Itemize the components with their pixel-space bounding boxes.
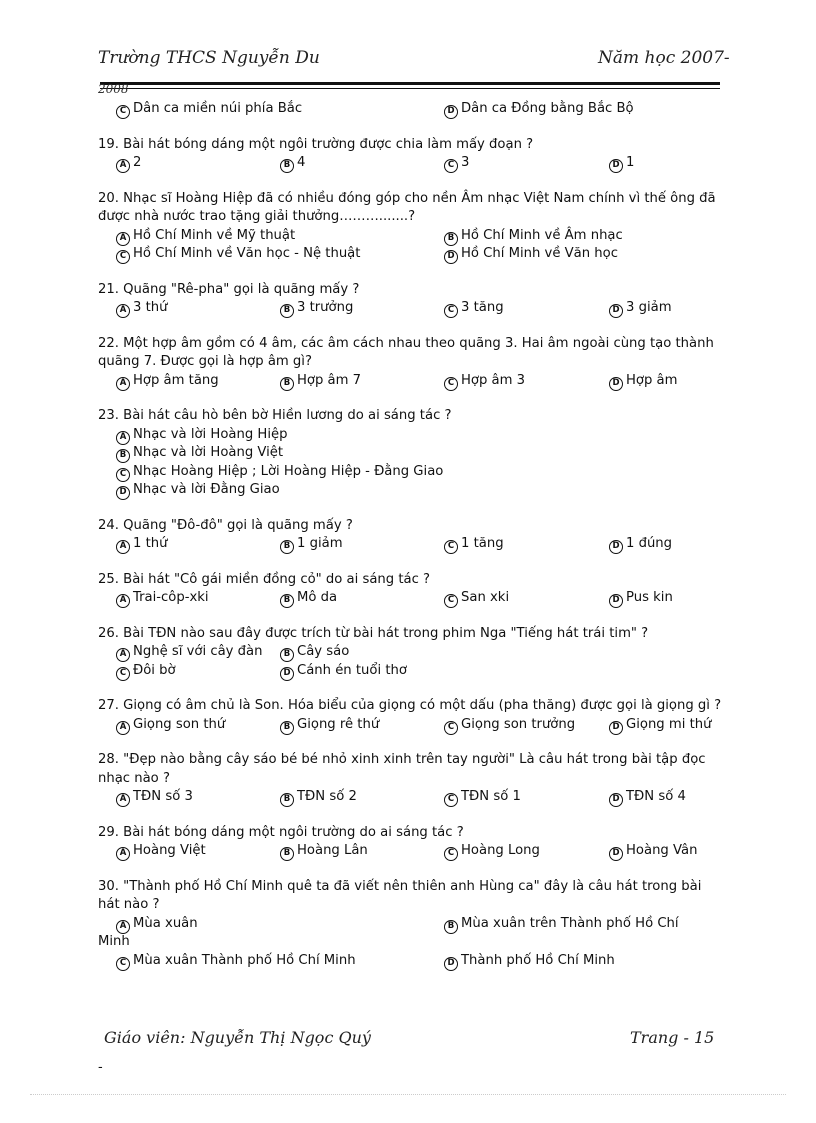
- option-a-icon: A: [116, 721, 130, 735]
- option-c[interactable]: C Đôi bờ: [116, 662, 176, 681]
- option-c-icon: C: [444, 159, 458, 173]
- question-24: [98, 517, 723, 554]
- option-a-icon: A: [116, 648, 130, 662]
- option-b[interactable]: B Hợp âm 7: [280, 372, 361, 391]
- option-a[interactable]: A Nghệ sĩ với cây đàn: [116, 643, 263, 662]
- option-d[interactable]: D 1 đúng: [609, 535, 672, 554]
- option-d[interactable]: D Hợp âm: [609, 372, 677, 391]
- option-d-icon: D: [280, 667, 294, 681]
- option-b[interactable]: B Hồ Chí Minh về Âm nhạc: [444, 227, 623, 246]
- option-a-icon: A: [116, 594, 130, 608]
- option-row: [98, 662, 723, 681]
- question-leading: [98, 100, 723, 119]
- question-stem: 29. Bài hát bóng dáng một ngôi trường do ai sáng tác ?: [98, 824, 464, 840]
- question-stem: 25. Bài hát "Cô gái miền đồng cỏ" do ai sáng tác ?: [98, 571, 431, 587]
- option-a[interactable]: A Nhạc và lời Hoàng Hiệp: [116, 426, 723, 445]
- question-stem: 19. Bài hát bóng dáng một ngôi trường được chia làm mấy đoạn ?: [98, 136, 534, 152]
- question-26: [98, 625, 723, 681]
- option-c[interactable]: C Hồ Chí Minh về Văn học - Nệ thuật: [116, 245, 360, 264]
- question-stem: 27. Giọng có âm chủ là Son. Hóa biểu của giọng có một dấu (pha thăng) được gọi là giọng gì ?: [98, 698, 722, 713]
- option-b[interactable]: B Mùa xuân trên Thành phố Hồ Chí: [444, 915, 679, 934]
- question-list: [98, 100, 723, 987]
- option-a[interactable]: A Mùa xuân: [116, 915, 198, 934]
- option-d-icon: D: [609, 304, 623, 318]
- option-b-icon: B: [280, 847, 294, 861]
- option-c-icon: C: [116, 250, 130, 264]
- option-d-icon: D: [609, 721, 623, 735]
- option-d-icon: D: [444, 250, 458, 264]
- option-c[interactable]: C TĐN số 1: [444, 788, 521, 807]
- header-rule-thick: [100, 82, 720, 85]
- option-row: [98, 842, 723, 861]
- option-d[interactable]: D Nhạc và lời Đằng Giao: [116, 481, 723, 500]
- option-a[interactable]: A 1 thứ: [116, 535, 167, 554]
- option-row: [98, 535, 723, 554]
- option-a[interactable]: A Hồ Chí Minh về Mỹ thuật: [116, 227, 295, 246]
- option-c-icon: C: [444, 304, 458, 318]
- option-row: [98, 100, 723, 119]
- option-a[interactable]: A 3 thứ: [116, 299, 167, 318]
- option-b-icon: B: [280, 594, 294, 608]
- option-c[interactable]: C Hợp âm 3: [444, 372, 525, 391]
- option-row: [98, 372, 723, 391]
- option-wrap-row: [98, 933, 723, 952]
- option-b[interactable]: B 1 giảm: [280, 535, 343, 554]
- question-28: [98, 751, 723, 807]
- option-c[interactable]: C Giọng son trưởng: [444, 716, 575, 735]
- option-d[interactable]: D 1: [609, 154, 634, 173]
- question-stem: 23. Bài hát câu hò bên bờ Hiền lương do ai sáng tác ?: [98, 408, 452, 423]
- option-a-icon: A: [116, 431, 130, 445]
- question-stem: 30. "Thành phố Hồ Chí Minh quê ta đã viết nên thiên anh Hùng ca" đây là câu hát trong bài hát nào ?: [98, 878, 702, 912]
- option-a-icon: A: [116, 847, 130, 861]
- option-c[interactable]: C Hoàng Long: [444, 842, 540, 861]
- option-a-icon: A: [116, 304, 130, 318]
- option-a[interactable]: A Trai-côp-xki: [116, 589, 209, 608]
- option-row: [98, 589, 723, 608]
- option-d[interactable]: D Cánh én tuổi thơ: [280, 662, 407, 681]
- option-row: [98, 915, 723, 934]
- option-c[interactable]: C Nhạc Hoàng Hiệp ; Lời Hoàng Hiệp - Đằng Giao: [116, 463, 723, 482]
- option-c-icon: C: [444, 594, 458, 608]
- option-c[interactable]: C 3 tăng: [444, 299, 504, 318]
- option-row: [98, 154, 723, 173]
- option-c-icon: C: [444, 721, 458, 735]
- option-b[interactable]: B 4: [280, 154, 305, 173]
- option-d[interactable]: D Giọng mi thứ: [609, 716, 711, 735]
- option-row: [98, 788, 723, 807]
- option-b[interactable]: B Hoàng Lân: [280, 842, 368, 861]
- option-c-icon: C: [444, 793, 458, 807]
- option-b[interactable]: B Nhạc và lời Hoàng Việt: [116, 444, 723, 463]
- footer-dash: -: [98, 1060, 103, 1075]
- footer-page-number: Trang - 15: [630, 1028, 715, 1047]
- question-19: [98, 136, 723, 173]
- question-27: [98, 697, 723, 734]
- option-b-icon: B: [280, 159, 294, 173]
- option-b-icon: B: [444, 920, 458, 934]
- option-d[interactable]: D Hoàng Vân: [609, 842, 697, 861]
- option-b[interactable]: B Mô da: [280, 589, 337, 608]
- option-c-icon: C: [116, 468, 130, 482]
- option-d[interactable]: D Thành phố Hồ Chí Minh: [444, 952, 615, 971]
- option-d-icon: D: [116, 486, 130, 500]
- option-c[interactable]: C Dân ca miền núi phía Bắc: [116, 100, 302, 119]
- option-row: [98, 227, 723, 246]
- option-d[interactable]: D TĐN số 4: [609, 788, 686, 807]
- question-stem: 24. Quãng "Đô-đô" gọi là quãng mấy ?: [98, 517, 353, 533]
- page-bottom-divider: [30, 1094, 786, 1095]
- option-a[interactable]: A Hoàng Việt: [116, 842, 206, 861]
- option-b-icon: B: [280, 540, 294, 554]
- question-25: [98, 571, 723, 608]
- question-stem: 28. "Đẹp nào bằng cây sáo bé bé nhỏ xinh xinh trên tay người" Là câu hát trong bài tập đọc nhạc nào ?: [98, 752, 706, 786]
- option-d[interactable]: D Dân ca Đồng bằng Bắc Bộ: [444, 100, 634, 119]
- question-20: [98, 190, 723, 264]
- option-c-icon: C: [444, 377, 458, 391]
- option-d[interactable]: D Hồ Chí Minh về Văn học: [444, 245, 618, 264]
- option-d-icon: D: [609, 594, 623, 608]
- option-b-icon: B: [280, 721, 294, 735]
- option-b-icon: B: [280, 648, 294, 662]
- option-a-icon: A: [116, 159, 130, 173]
- option-a-icon: A: [116, 920, 130, 934]
- question-stem: 20. Nhạc sĩ Hoàng Hiệp đã có nhiều đóng góp cho nền Âm nhạc Việt Nam chính vì thế ông đã được nhà nước trao tặng giải thưởng……….......?: [98, 190, 716, 224]
- header-rule-thin: [100, 88, 720, 89]
- option-d-icon: D: [444, 105, 458, 119]
- question-29: [98, 824, 723, 861]
- option-a-icon: A: [116, 793, 130, 807]
- option-c[interactable]: C San xki: [444, 589, 509, 608]
- option-b[interactable]: B Giọng rê thứ: [280, 716, 379, 735]
- header-year: Năm học 2007-: [598, 48, 730, 68]
- header-year-continuation: 2008: [98, 82, 129, 96]
- option-row: [98, 952, 723, 971]
- option-d[interactable]: D Pus kin: [609, 589, 673, 608]
- question-stem: 26. Bài TĐN nào sau đây được trích từ bài hát trong phim Nga "Tiếng hát trái tim" ?: [98, 625, 649, 641]
- option-c-icon: C: [116, 667, 130, 681]
- option-d-icon: D: [609, 377, 623, 391]
- option-c-icon: C: [444, 540, 458, 554]
- option-b-icon: B: [444, 232, 458, 246]
- option-a-icon: A: [116, 540, 130, 554]
- option-a[interactable]: A Hợp âm tăng: [116, 372, 219, 391]
- option-b-wrap-text: Minh: [98, 934, 130, 949]
- option-c-icon: C: [116, 957, 130, 971]
- option-a-icon: A: [116, 377, 130, 391]
- question-30: [98, 878, 723, 971]
- option-b[interactable]: B Cây sáo: [280, 643, 349, 662]
- option-c[interactable]: C 1 tăng: [444, 535, 504, 554]
- question-23: [98, 407, 723, 500]
- option-c[interactable]: C 3: [444, 154, 469, 173]
- option-a[interactable]: A Giọng son thứ: [116, 716, 225, 735]
- option-stack: [98, 426, 723, 500]
- option-d-icon: D: [609, 847, 623, 861]
- option-d-icon: D: [609, 793, 623, 807]
- option-b[interactable]: B TĐN số 2: [280, 788, 357, 807]
- question-stem: 22. Một hợp âm gồm có 4 âm, các âm cách nhau theo quãng 3. Hai âm ngoài cùng tạo thành quãng 7. Được gọi là hợp âm gì?: [98, 335, 714, 369]
- option-c[interactable]: C Mùa xuân Thành phố Hồ Chí Minh: [116, 952, 356, 971]
- option-row: [98, 716, 723, 735]
- footer-teacher: Giáo viên: Nguyễn Thị Ngọc Quý: [104, 1028, 371, 1047]
- option-b-icon: B: [280, 377, 294, 391]
- question-22: [98, 335, 723, 391]
- option-row: [98, 245, 723, 264]
- option-c-icon: C: [116, 105, 130, 119]
- question-21: [98, 281, 723, 318]
- option-a-icon: A: [116, 232, 130, 246]
- option-d-icon: D: [609, 540, 623, 554]
- option-b-icon: B: [280, 793, 294, 807]
- option-a[interactable]: A TĐN số 3: [116, 788, 193, 807]
- option-d-icon: D: [609, 159, 623, 173]
- option-c-icon: C: [444, 847, 458, 861]
- option-b[interactable]: B 3 trưởng: [280, 299, 353, 318]
- header-school: Trường THCS Nguyễn Du: [98, 48, 320, 68]
- option-a[interactable]: A 2: [116, 154, 141, 173]
- option-d[interactable]: D 3 giảm: [609, 299, 672, 318]
- option-b-icon: B: [280, 304, 294, 318]
- option-d-icon: D: [444, 957, 458, 971]
- option-row: [98, 299, 723, 318]
- question-stem: 21. Quãng "Rê-pha" gọi là quãng mấy ?: [98, 281, 360, 297]
- option-b-icon: B: [116, 449, 130, 463]
- option-row: [98, 643, 723, 662]
